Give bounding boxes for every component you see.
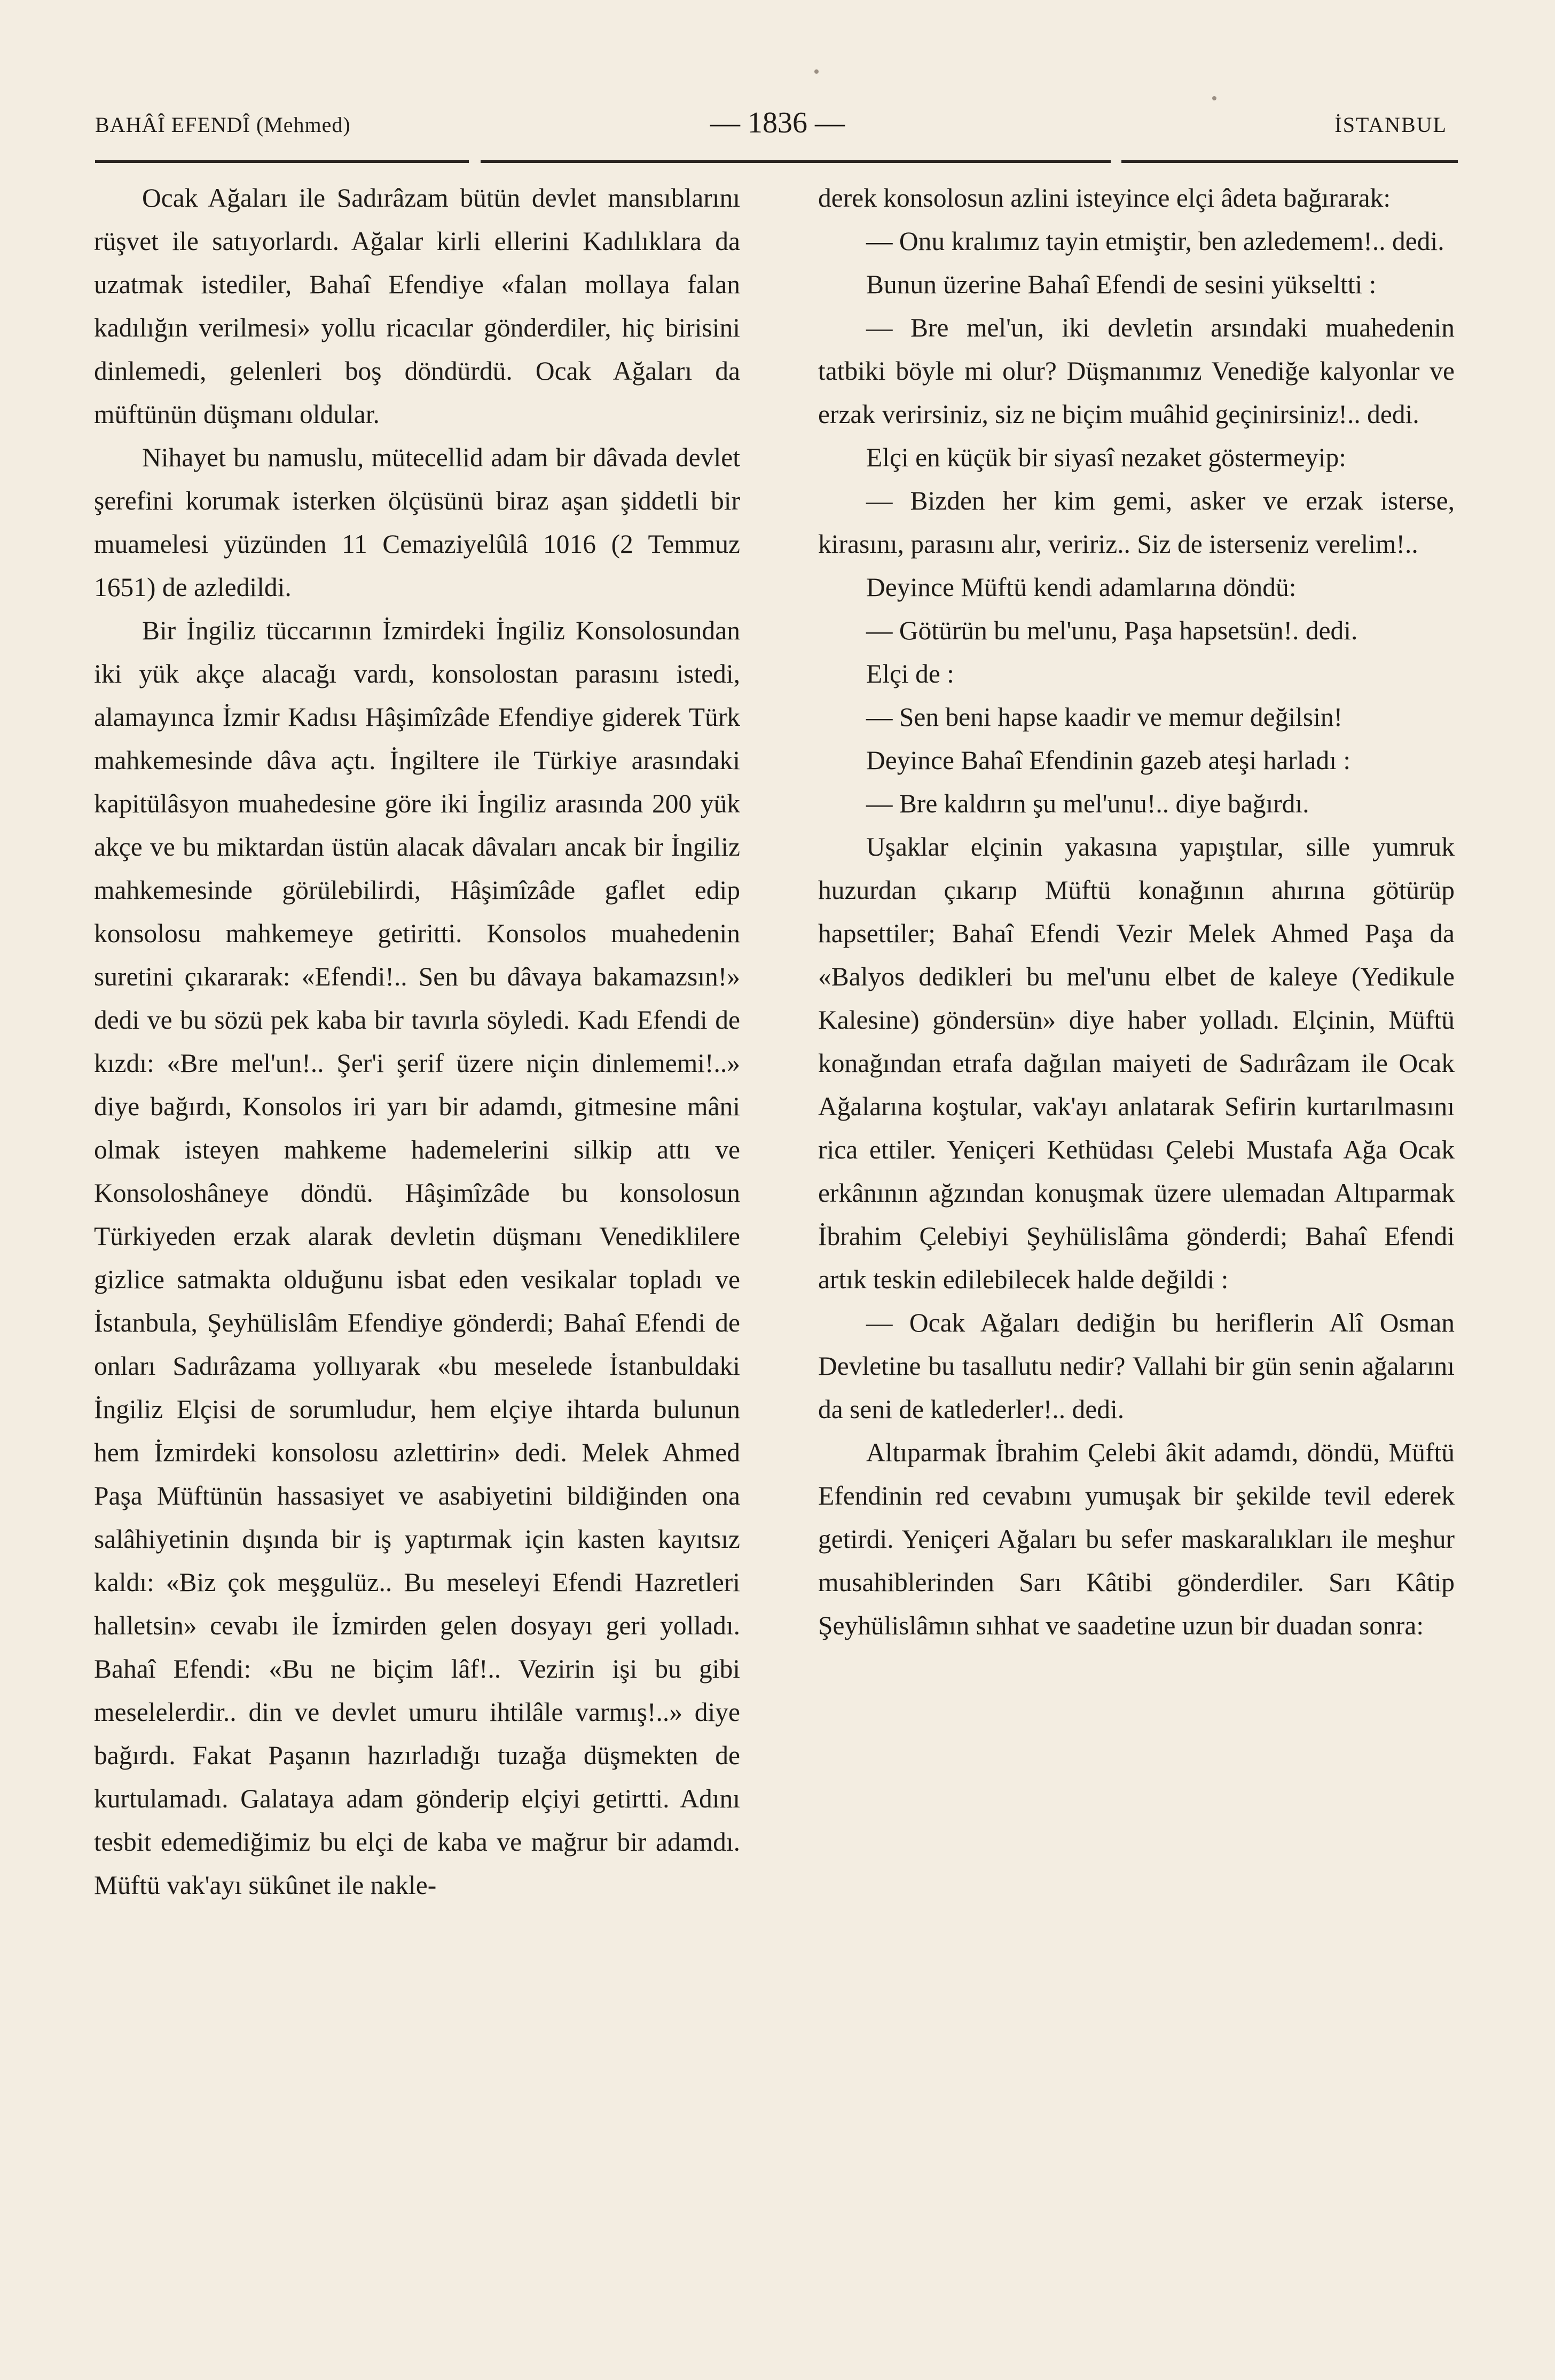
left-column [94,176,740,1907]
paragraph: Altıparmak İbrahim Çelebi âkit adamdı, döndü, Müftü Efendinin red cevabını yumuşak bir şekilde tevil ederek getirdi. Yeniçeri Ağaları bu sefer maskaralıkları ile meşhur musahiblerinden Sarı Kâtibi gönderdiler. Sarı Kâtip Şeyhülislâmın sıhhat ve saadetine uzun bir duadan sonra: [818,1438,1455,1640]
header-rule [1121,160,1458,163]
paragraph: Deyince Bahaî Efendinin gazeb ateşi harladı : [866,746,1351,775]
paragraph: Nihayet bu namuslu, mütecellid adam bir dâvada devlet şerefini korumak isterken ölçüsünü biraz aşan şiddetli bir muamelesi yüzünden 11 Cemaziyelûlâ 1016 (2 Temmuz 1651) de azledildi. [94,443,740,602]
paragraph: — Bre kaldırın şu mel'unu!.. diye bağırdı. [866,789,1309,818]
running-header [91,101,1452,150]
print-speck [814,69,819,74]
paragraph: Bunun üzerine Bahaî Efendi de sesini yükseltti : [866,270,1377,299]
right-column [818,176,1455,1647]
paragraph: derek konsolosun azlini isteyince elçi âdeta bağırarak: [818,183,1391,213]
paragraph: — Götürün bu mel'unu, Paşa hapsetsün!. dedi. [866,616,1358,645]
paragraph: — Bizden her kim gemi, asker ve erzak isterse, kirasını, parasını alır, veririz.. Siz de isterseniz verelim!.. [818,486,1455,559]
paragraph: Deyince Müftü kendi adamlarına döndü: [866,573,1297,602]
paragraph: Bir İngiliz tüccarının İzmirdeki İngiliz Konsolosundan iki yük akçe alacağı vardı, konsolostan parasını istedi, alamayınca İzmir Kadısı Hâşimîzâde Efendiye giderek Türk mahkemesinde dâva açtı. İngiltere ile Türkiye arasındaki kapitülâsyon muahedesine göre iki İngiliz arasında 200 yük akçe ve bu miktardan üstün alacak dâvaları ancak bir İngiliz mahkemesinde görülebilirdi, Hâşimîzâde gaflet edip konsolosu mahkemeye getiritti. Konsolos muahedenin suretini çıkararak: «Efendi!.. Sen bu dâvaya bakamazsın!» dedi ve bu sözü pek kaba bir tavırla söyledi. Kadı Efendi de kızdı: «Bre mel'un!.. Şer'i şerif üzere niçin dinlememi!..» diye bağırdı, Konsolos iri yarı bir adamdı, gitmesine mâni olmak isteyen mahkeme hademelerini silkip attı ve Konsoloshâneye döndü. Hâşimîzâde bu konsolosun Türkiyeden erzak alarak devletin düşmanı Venediklilere gizlice satmakta olduğunu isbat eden vesikalar topladı ve İstanbula, Şeyhülislâm Efendiye gönderdi; Bahaî Efendi de onları Sadırâzama yollıyarak «bu meselede İstanbuldaki İngiliz Elçisi de sorumludur, hem elçiye ihtarda bulunun hem İzmirdeki konsolosu azlettirin» dedi. Melek Ahmed Paşa Müftünün hassasiyet ve asabiyetini bildiğinden ona salâhiyetinin dışında bir iş yaptırmak için kasten kayıtsız kaldı: «Biz çok meşgulüz.. Bu meseleyi Efendi Hazretleri halletsin» cevabı ile İzmirden gelen dosyayı geri yolladı. Bahaî Efendi: «Bu ne biçim lâf!.. Vezirin işi bu gibi meselelerdir.. din ve devlet umuru ihtilâle varmış!..» diye bağırdı. Fakat Paşanın hazırladığı tuzağa düşmekten de kurtulamadı. Galataya adam gönderip elçiyi getirtti. Adını tesbit edemediğimiz bu elçi de kaba ve mağrur bir adamdı. Müftü vak'ayı sükûnet ile nakle- [94,616,740,1900]
paragraph: — Ocak Ağaları dediğin bu heriflerin Alî Osman Devletine bu tasallutu nedir? Vallahi bir gün senin ağalarını da seni de katlederler!.. dedi. [818,1308,1455,1424]
paragraph: — Sen beni hapse kaadir ve memur değilsin! [866,702,1343,732]
print-speck [1212,96,1216,100]
paragraph: Elçi en küçük bir siyasî nezaket göstermeyip: [866,443,1346,472]
paragraph: Elçi de : [866,659,954,688]
page-number: — 1836 — [710,106,845,139]
header-entry-title: BAHÂÎ EFENDÎ (Mehmed) [95,113,351,137]
paragraph: — Onu kralımız tayin etmiştir, ben azledemem!.. dedi. [866,226,1444,256]
header-volume-title: İSTANBUL [1334,113,1447,137]
header-rule [95,160,469,163]
paragraph: Uşaklar elçinin yakasına yapıştılar, sille yumruk huzurdan çıkarıp Müftü konağının ahırına götürüp hapsettiler; Bahaî Efendi Vezir Melek Ahmed Paşa da «Balyos dedikleri bu mel'unu elbet de kaleye (Yedikule Kalesine) göndersün» diye haber yolladı. Elçinin, Müftü konağından etrafa dağılan maiyeti de Sadırâzam ile Ocak Ağalarına koştular, vak'ayı anlatarak Sefirin kurtarılmasını rica ettiler. Yeniçeri Kethüdası Çelebi Mustafa Ağa Ocak erkânının ağzından konuşmak üzere ulemadan Altıparmak İbrahim Çelebiyi Şeyhülislâma gönderdi; Bahaî Efendi artık teskin edilebilecek halde değildi : [818,832,1455,1294]
paragraph: — Bre mel'un, iki devletin arsındaki muahedenin tatbiki böyle mi olur? Düşmanımız Venediğe kalyonlar ve erzak verirsiniz, siz ne biçim muâhid geçinirsiniz!.. dedi. [818,313,1455,429]
paragraph: Ocak Ağaları ile Sadırâzam bütün devlet mansıblarını rüşvet ile satıyorlardı. Ağalar kirli ellerini Kadılıklara da uzatmak istediler, Bahaî Efendiye «falan mollaya falan kadılığın verilmesi» yollu ricacılar gönderdiler, hiç birisini dinlemedi, gelenleri boş döndürdü. Ocak Ağaları da müftünün düşmanı oldular. [94,183,740,429]
header-rule [481,160,1111,163]
